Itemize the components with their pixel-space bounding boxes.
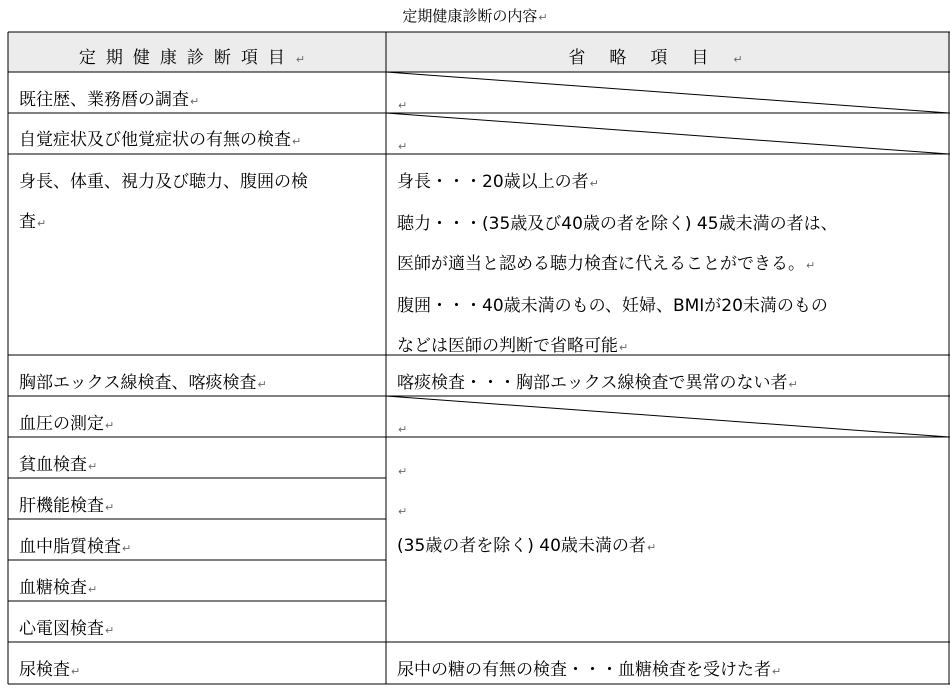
table-row-item: 血中脂質検査↵ bbox=[19, 537, 132, 557]
table-row-omission: 尿中の糖の有無の検査・・・血糖検査を受けた者↵ bbox=[397, 660, 782, 680]
table-row-omission: 喀痰検査・・・胸部エックス線検査で異常のない者↵ bbox=[397, 373, 798, 393]
paragraph-mark: ↵ bbox=[37, 217, 47, 230]
paragraph-mark: ↵ bbox=[105, 624, 115, 637]
paragraph-mark: ↵ bbox=[71, 665, 81, 678]
paragraph-mark: ↵ bbox=[398, 505, 408, 518]
group-omission-empty bbox=[397, 460, 407, 482]
diagonal-line bbox=[386, 113, 949, 154]
table-row-item: 心電図検査↵ bbox=[19, 619, 115, 639]
paragraph-mark: ↵ bbox=[398, 140, 408, 153]
table-row-item: 自覚症状及び他覚症状の有無の検査↵ bbox=[19, 130, 302, 150]
paragraph-mark: ↵ bbox=[122, 542, 132, 555]
group-omission: (35歳の者を除く) 40歳未満の者↵ bbox=[397, 536, 657, 556]
paragraph-mark: ↵ bbox=[398, 99, 408, 112]
paragraph-mark: ↵ bbox=[788, 378, 798, 391]
paragraph-mark: ↵ bbox=[646, 541, 657, 554]
paragraph-mark: ↵ bbox=[398, 465, 408, 478]
table-row-item: 貧血検査↵ bbox=[19, 455, 98, 475]
table-row-item: 尿検査↵ bbox=[19, 660, 81, 680]
paragraph-mark: ↵ bbox=[105, 419, 115, 432]
table-row-omission-empty bbox=[397, 94, 407, 116]
table-row-omission: 身長・・・20歳以上の者↵ 聴力・・・(35歳及び40歳の者を除く) 45歳未満の者は、 医師が適当と認める聴力検査に代えることができる。↵ 腹囲・・・40歳未満のもの、妊婦、BMIが20未満のもの などは医師の判断で省略可能↵ bbox=[397, 172, 838, 356]
paragraph-mark: ↵ bbox=[398, 423, 408, 436]
table-row-omission-empty bbox=[397, 135, 407, 157]
table-row-item: 肝機能検査↵ bbox=[19, 496, 115, 516]
table-row-item: 血圧の測定↵ bbox=[19, 414, 115, 434]
group-omission-empty bbox=[397, 500, 407, 522]
paragraph-mark: ↵ bbox=[88, 583, 98, 596]
header-item: 定期健康診断項目↵ bbox=[78, 48, 316, 68]
paragraph-mark: ↵ bbox=[733, 53, 767, 66]
paragraph-mark: ↵ bbox=[619, 341, 629, 354]
table-row-omission-empty bbox=[397, 418, 407, 440]
document-title: 定期健康診断の内容↵ bbox=[402, 7, 548, 25]
paragraph-mark: ↵ bbox=[806, 259, 816, 272]
table-row-item: 血糖検査↵ bbox=[19, 578, 98, 598]
paragraph-mark: ↵ bbox=[772, 665, 782, 678]
paragraph-mark: ↵ bbox=[292, 135, 302, 148]
paragraph-mark: ↵ bbox=[589, 177, 599, 190]
paragraph-mark: ↵ bbox=[190, 95, 200, 108]
header-omission: 省略項目↵ bbox=[568, 48, 767, 68]
paragraph-mark: ↵ bbox=[88, 460, 98, 473]
diagonal-line bbox=[386, 396, 949, 437]
table-row-item: 既往歴、業務暦の調査↵ bbox=[19, 90, 200, 110]
paragraph-mark: ↵ bbox=[105, 501, 115, 514]
paragraph-mark: ↵ bbox=[257, 378, 267, 391]
diagonal-line bbox=[386, 72, 949, 113]
table-row-item: 胸部エックス線検査、喀痰検査↵ bbox=[19, 373, 267, 393]
paragraph-mark: ↵ bbox=[295, 53, 316, 66]
paragraph-mark: ↵ bbox=[538, 11, 548, 24]
table-row-item: 身長、体重、視力及び聴力、腹囲の検 査↵ bbox=[19, 172, 308, 232]
